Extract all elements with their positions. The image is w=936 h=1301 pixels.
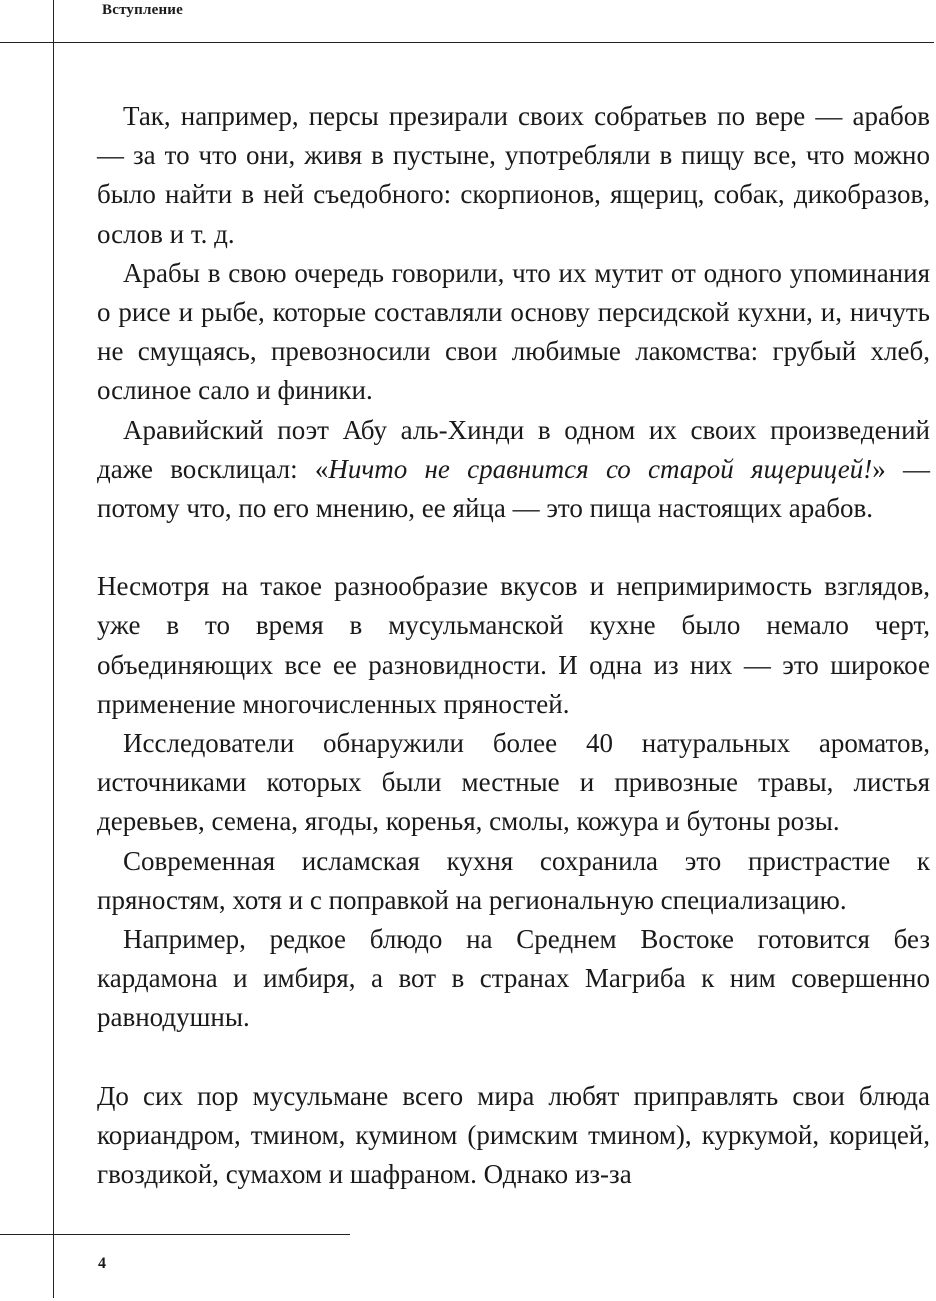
poet-quote: Ничто не сравнится со старой ящерицей! <box>328 453 873 484</box>
footer-rule <box>0 1234 350 1235</box>
paragraph-3-tail: » — потому что, по его мнению, ее яйца — это пища настоящих арабов. <box>97 453 930 524</box>
running-title: Вступление <box>102 2 183 18</box>
left-margin-rule <box>53 0 54 1298</box>
paragraph-3-lead: Аравийский поэт Абу аль-Хинди в одном их своих произведений даже восклицал: « <box>97 414 930 484</box>
paragraph-1: Так, например, персы презирали своих собратьев по вере — арабов — за то что они, живя в пустыне, употребляли в пищу все, что можно было найти в ней съедобного: скорпионов, ящериц, собак, дикобразов, ослов и т. д. <box>97 101 930 249</box>
paragraph-3 <box>97 411 930 529</box>
paragraph-5: Исследователи обнаружили более 40 натуральных ароматов, источниками которых были местные и привозные травы, листья деревьев, семена, ягоды, коренья, смолы, кожура и бутоны розы. <box>97 728 930 837</box>
header-rule <box>0 42 934 43</box>
paragraph-7: Например, редкое блюдо на Среднем Востоке готовится без кардамона и имбиря, а вот в странах Магриба к ним совершенно равнодушны. <box>97 924 930 1033</box>
paragraph-6: Современная исламская кухня сохранила это пристрастие к пряностям, хотя и с поправкой на региональную специализацию. <box>97 845 930 915</box>
paragraph-8: До сих пор мусульмане всего мира любят приправлять свои блюда кориандром, тмином, кумином (римским тмином), куркумой, корицей, гвоздикой, сумахом и шафраном. Однако из-за <box>97 1080 930 1190</box>
paragraph-4: Несмотря на такое разнообразие вкусов и непримиримость взглядов, уже в то время в мусульманской кухне было немало черт, объединяющих все ее разновидности. И одна из них — это широкое применение многочисленных пряностей. <box>97 571 930 719</box>
body-text <box>97 97 930 1194</box>
page-number: 4 <box>98 1255 106 1272</box>
paragraph-2: Арабы в свою очередь говорили, что их мутит от одного упоминания о рисе и рыбе, которые составляли основу персидской кухни, и, ничуть не смущаясь, превозносили свои любимые лакомства: грубый хлеб, ослиное сало и финики. <box>97 257 930 406</box>
